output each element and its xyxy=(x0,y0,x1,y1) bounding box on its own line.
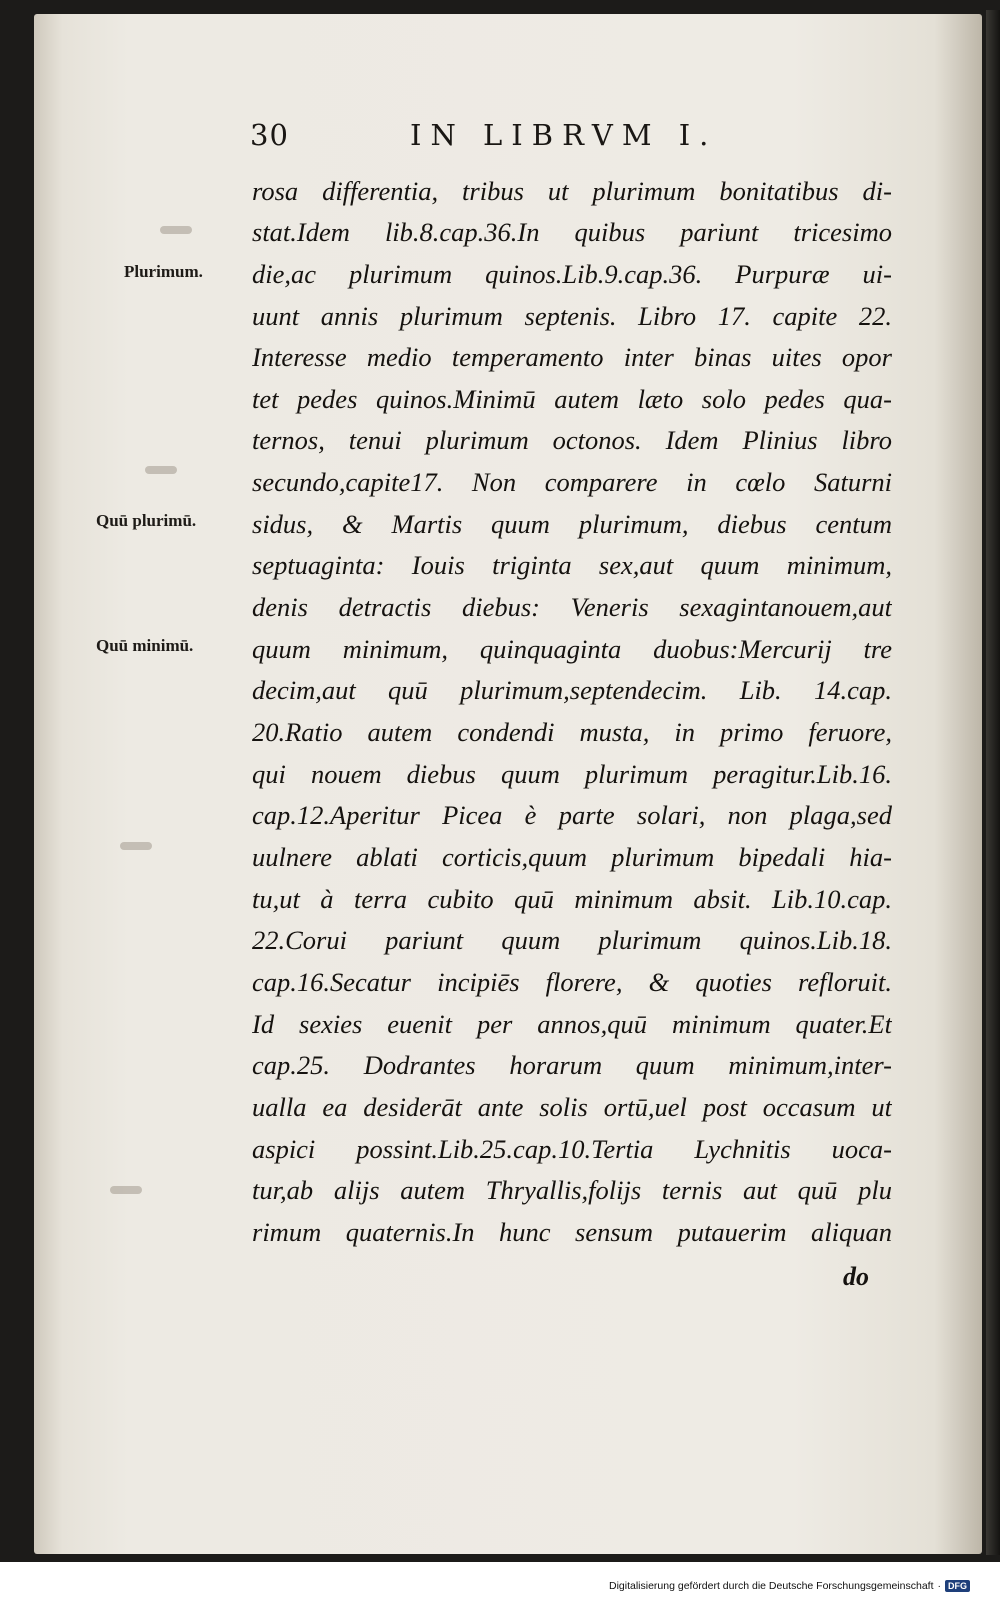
text-line: quum minimum, quinquaginta duobus:Mercurij tre xyxy=(252,634,892,664)
ink-smudge xyxy=(160,226,192,234)
text-line: Id sexies euenit per annos,quū minimum quater.Et xyxy=(252,1009,892,1039)
running-title: IN LIBRVM I. xyxy=(410,118,718,152)
text-line: tet pedes quinos.Minimū autem læto solo pedes qua- xyxy=(252,384,892,414)
margin-note-quum-minimum: Quū minimū. xyxy=(96,636,194,655)
text-line: stat.Idem lib.8.cap.36.In quibus pariunt tricesimo xyxy=(252,217,892,247)
text-line: rosa differentia, tribus ut plurimum bonitatibus di- xyxy=(252,176,892,206)
text-line: tur,ab alijs autem Thryallis,folijs ternis aut quū plu xyxy=(252,1175,892,1205)
text-line: uulnere ablati corticis,quum plurimum bipedali hia- xyxy=(252,842,892,872)
margin-note-plurimum: Plurimum. xyxy=(124,262,203,281)
ink-smudge xyxy=(120,842,152,850)
text-line: ualla ea desiderāt ante solis ortū,uel post occasum ut xyxy=(252,1092,892,1122)
text-line: ternos, tenui plurimum octonos. Idem Plinius libro xyxy=(252,425,892,455)
page-number: 30 xyxy=(250,118,289,152)
dfg-logo-icon: DFG xyxy=(945,1580,970,1592)
text-line: 22.Corui pariunt quum plurimum quinos.Lib.18. xyxy=(252,925,892,955)
text-line: sidus, & Martis quum plurimum, diebus centum xyxy=(252,509,892,539)
digitization-credit: Digitalisierung gefördert durch die Deutsche Forschungsgemeinschaft · DFG xyxy=(609,1578,970,1594)
text-line: secundo,capite17. Non comparere in cœlo Saturni xyxy=(252,467,892,497)
credit-text: Digitalisierung gefördert durch die Deutsche Forschungsgemeinschaft xyxy=(608,1580,934,1592)
text-line: aspici possint.Lib.25.cap.10.Tertia Lychnitis uoca- xyxy=(252,1134,892,1164)
text-line: qui nouem diebus quum plurimum peragitur.Lib.16. xyxy=(252,759,892,789)
ink-smudge xyxy=(145,466,177,474)
running-head xyxy=(250,118,890,158)
catchword: do xyxy=(843,1262,869,1291)
text-line: cap.25. Dodrantes horarum quum minimum,inter- xyxy=(252,1050,892,1080)
ink-smudge xyxy=(110,1186,142,1194)
margin-note-quum-plurimum: Quū plurimū. xyxy=(96,511,197,530)
book-spine-edge xyxy=(986,10,1000,1555)
text-line: septuaginta: Iouis triginta sex,aut quum minimum, xyxy=(252,550,892,580)
text-line: tu,ut à terra cubito quū minimum absit. Lib.10.cap. xyxy=(252,884,892,914)
text-line: Interesse medio temperamento inter binas uites opor xyxy=(252,342,892,372)
text-line: cap.16.Secatur incipiēs florere, & quoties refloruit. xyxy=(252,967,892,997)
text-line: rimum quaternis.In hunc sensum putauerim aliquan xyxy=(252,1217,892,1247)
text-line: uunt annis plurimum septenis. Libro 17. capite 22. xyxy=(252,301,892,331)
text-line: die,ac plurimum quinos.Lib.9.cap.36. Purpuræ ui- xyxy=(252,259,892,289)
text-line: cap.12.Aperitur Picea è parte solari, non plaga,sed xyxy=(252,800,892,830)
text-line: denis detractis diebus: Veneris sexagintanouem,aut xyxy=(252,592,892,622)
text-line: decim,aut quū plurimum,septendecim. Lib. 14.cap. xyxy=(252,675,892,705)
text-line: 20.Ratio autem condendi musta, in primo feruore, xyxy=(252,717,892,747)
